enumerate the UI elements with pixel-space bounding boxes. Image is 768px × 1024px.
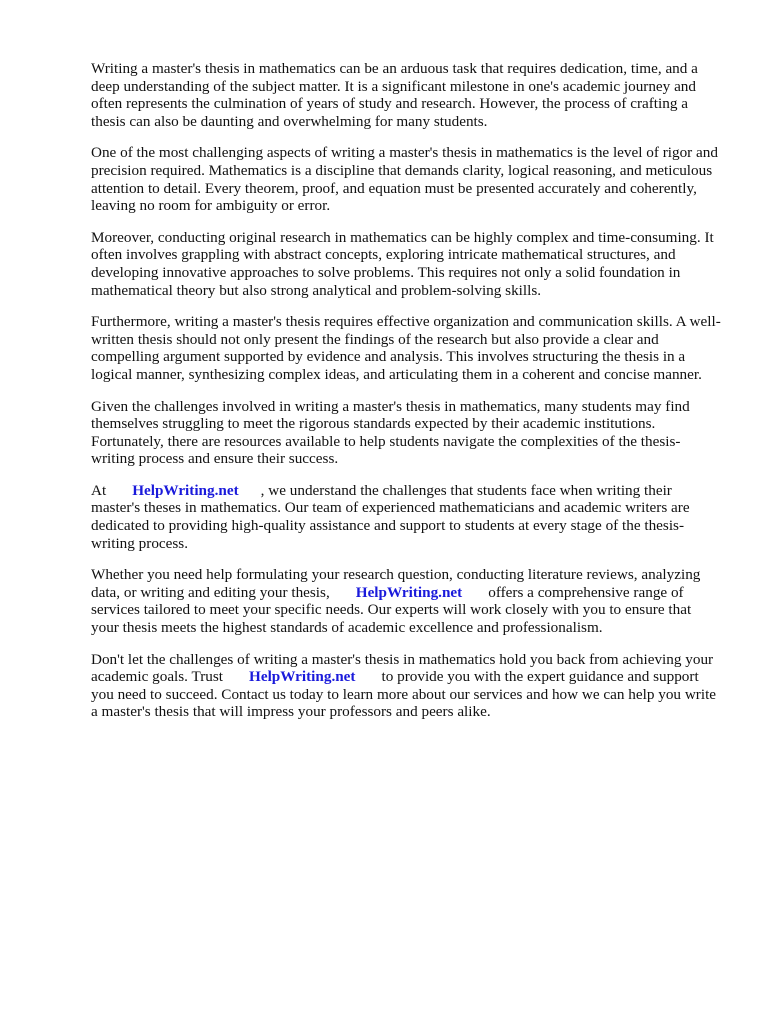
paragraph-challenges: Given the challenges involved in writing a master's thesis in mathematics, many students may find themselves struggling to meet the rigorous standards expected by their academic institutions. Fortunately, there are resources available to help students navigate the complexities of the thesis-writing process and ensure their success.: [91, 397, 690, 468]
paragraph-services: [91, 566, 721, 636]
paragraph-research: Moreover, conducting original research in mathematics can be highly complex and time-consuming. It often involves grappling with abstract concepts, exploring intricate mathematical structures, and developing innovative approaches to solve problems. This requires not only a solid foundation in mathematical theory but also strong analytical and problem-solving skills.: [91, 228, 714, 299]
paragraph-call-to-action: [91, 651, 721, 721]
paragraph-text-before: Don't let the challenges of writing a master's thesis in mathematics hold you back from achieving your academic goals. Trust: [91, 650, 714, 686]
paragraph-text-after: , we understand the challenges that students face when writing their master's theses in mathematics. Our team of experienced mathematicians and academic writers are dedicated to providing high-quality assistance and support to students at every stage of the thesis-writing process.: [91, 481, 690, 552]
paragraph-helpwriting-intro: [91, 482, 721, 552]
paragraph-text-before: Whether you need help formulating your research question, conducting literature reviews, analyzing data, or writing and editing your thesis,: [91, 566, 701, 601]
paragraph-text-after: to provide you with the expert guidance and support you need to succeed. Contact us today to learn more about our services and how we can help you write a master's thesis that will impress your professors and peers alike.: [91, 668, 717, 721]
document-body: [91, 60, 721, 735]
paragraph-text-before: At: [91, 481, 107, 499]
paragraph-organization: Furthermore, writing a master's thesis requires effective organization and communication skills. A well-written thesis should not only present the findings of the research but also provide a clear and compelling argument supported by evidence and analysis. This involves structuring the thesis in a logical manner, synthesizing complex ideas, and articulating them in a coherent and concise manner.: [91, 313, 721, 383]
helpwriting-link[interactable]: HelpWriting.net: [249, 668, 356, 686]
paragraph-text-after: offers a comprehensive range of services tailored to meet your specific needs. Our experts will work closely with you to ensure that your thesis meets the highest standards of academic excellence and professionalism.: [91, 583, 692, 637]
helpwriting-link[interactable]: HelpWriting.net: [355, 583, 463, 601]
paragraph-rigor: One of the most challenging aspects of writing a master's thesis in mathematics is the level of rigor and precision required. Mathematics is a discipline that demands clarity, logical reasoning, and meticulous attention to detail. Every theorem, proof, and equation must be presented accurately and coherently, leaving no room for ambiguity or error.: [91, 144, 718, 215]
paragraph-intro: Writing a master's thesis in mathematics can be an arduous task that requires dedication, time, and a deep understanding of the subject matter. It is a significant milestone in one's academic journey and often represents the culmination of years of study and research. However, the process of crafting a thesis can also be daunting and overwhelming for many students.: [91, 60, 698, 130]
helpwriting-link[interactable]: HelpWriting.net: [132, 481, 239, 499]
